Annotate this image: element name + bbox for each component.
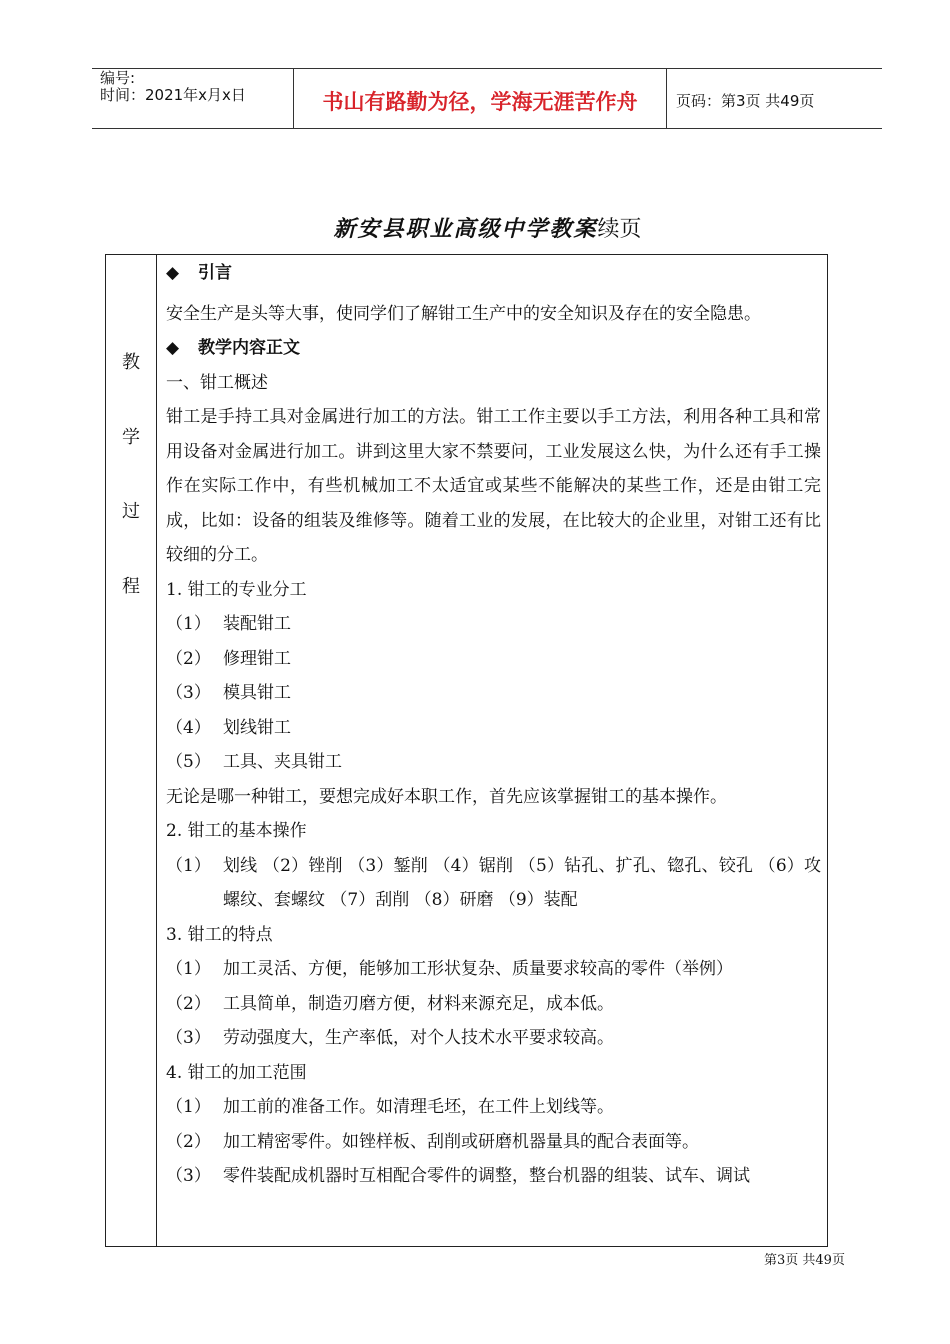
subsection-heading-3: 3. 钳工的特点 [166, 924, 273, 945]
page-footer: 第3页 共49页 [764, 1253, 845, 1268]
header-time-label: 时间：2021年x月x日 [100, 86, 246, 104]
subsection-heading-1: 1. 钳工的专业分工 [166, 579, 307, 600]
side-label-char-3: 过 [122, 501, 140, 522]
lesson-content [166, 256, 821, 1194]
lesson-table-column-divider [156, 254, 157, 1247]
subsection-heading-4: 4. 钳工的加工范围 [166, 1062, 307, 1083]
side-label-char-4: 程 [122, 576, 140, 597]
header-meta [100, 70, 246, 104]
intro-heading [166, 256, 821, 291]
header-code-label: 编号: [100, 69, 136, 87]
intro-paragraph: 安全生产是头等大事，使同学们了解钳工生产中的安全知识及存在的安全隐患。 [166, 303, 761, 324]
subsection-note: 无论是哪一种钳工，要想完成好本职工作，首先应该掌握钳工的基本操作。 [166, 786, 727, 807]
list-item: （1） 划线 （2）锉削 （3）錾削 （4）锯削 （5）钻孔、扩孔、锪孔、铰孔 （6）攻螺纹、套螺纹 （7）刮削 （8）研磨 （9）装配 [166, 855, 821, 910]
page-title-continued: 续页 [597, 217, 642, 242]
list-item: （2） 加工精密零件。如锉样板、刮削或研磨机器量具的配合表面等。 [166, 1131, 699, 1152]
list-item: （3） 劳动强度大，生产率低，对个人技术水平要求较高。 [166, 1028, 614, 1048]
list-item: （1） 装配钳工 [166, 614, 291, 634]
list-item: （5） 工具、夹具钳工 [166, 752, 342, 772]
body-heading [166, 331, 821, 366]
diamond-bullet-icon: ◆ [166, 263, 180, 283]
header-page-number: 页码：第3页 共49页 [676, 92, 815, 110]
list-item: （4） 划线钳工 [166, 717, 291, 738]
list-item: （2） 工具简单，制造刃磨方便，材料来源充足，成本低。 [166, 993, 614, 1014]
header-motto: 书山有路勤为径，学海无涯苦作舟 [322, 90, 638, 114]
header-top-rule [92, 68, 882, 69]
list-item: （1） 加工前的准备工作。如清理毛坯，在工件上划线等。 [166, 1097, 614, 1117]
side-label-char-1: 教 [122, 352, 140, 373]
list-item: （2） 修理钳工 [166, 648, 291, 669]
overview-paragraph: 钳工是手持工具对金属进行加工的方法。钳工工作主要以手工方法，利用各种工具和常用设备对金属进行加工。讲到这里大家不禁要问，工业发展这么快，为什么还有手工操作在实际工作中，有些机械加工不太适宜或某些不能解决的某些工作，还是由钳工完成，比如：设备的组装及维修等。随着工业的发展，在比较大的企业里，对钳工还有比较细的分工。 [166, 407, 821, 565]
body-heading-text: 教学内容正文 [198, 338, 300, 358]
page-title-main: 新安县职业高级中学教案 [333, 216, 598, 242]
subsection-heading-2: 2. 钳工的基本操作 [166, 821, 307, 841]
list-item: （3） 模具钳工 [166, 683, 291, 703]
list-item: （3） 零件装配成机器时互相配合零件的调整，整台机器的组装、试车、调试 [166, 1166, 750, 1186]
diamond-bullet-icon: ◆ [166, 338, 180, 358]
header-divider-right [666, 68, 667, 129]
page-title [0, 212, 950, 243]
list-item: （1） 加工灵活、方便，能够加工形状复杂、质量要求较高的零件（举例） [166, 959, 733, 979]
header-bottom-rule [92, 128, 882, 129]
section-heading: 一、钳工概述 [166, 372, 268, 393]
intro-heading-text: 引言 [198, 263, 232, 283]
side-label-char-2: 学 [122, 427, 140, 448]
